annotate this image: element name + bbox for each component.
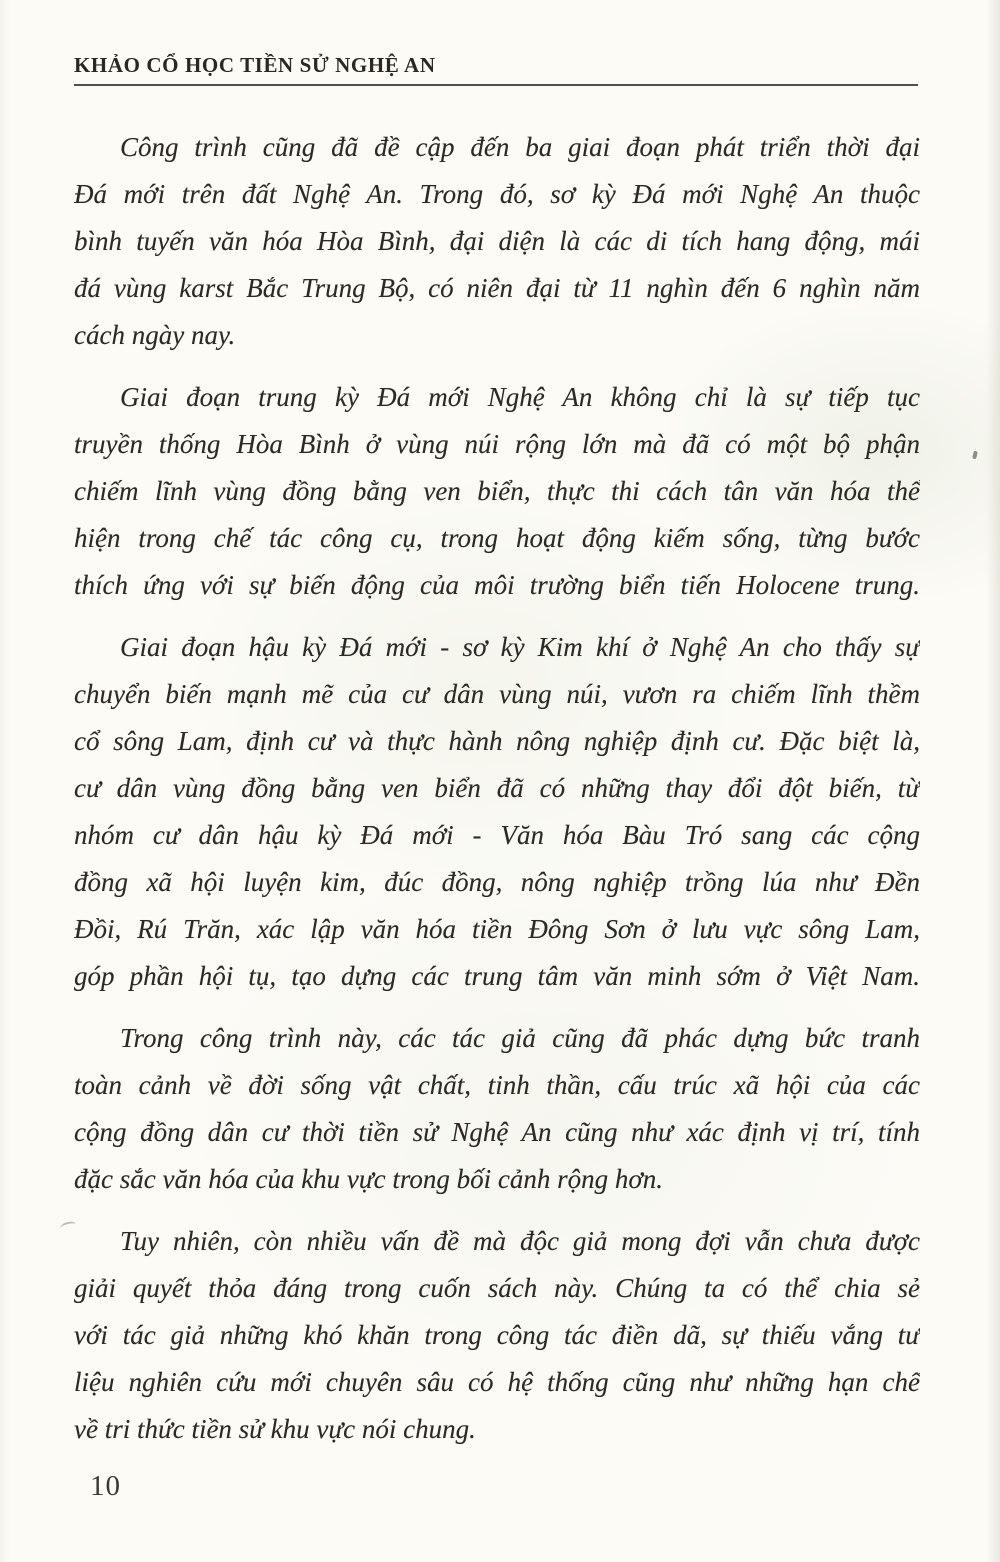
text-line: đặc sắc văn hóa của khu vực trong bối cảnh rộng hơn.: [74, 1164, 664, 1194]
text-line: liệu nghiên cứu mới chuyên sâu có hệ thống cũng như những hạn chế: [74, 1367, 920, 1397]
text-line: thích ứng với sự biến động của môi trường biển tiến Holocene trung.: [74, 570, 920, 600]
text-line: chiếm lĩnh vùng đồng bằng ven biển, thực thi cách tân văn hóa thể: [74, 476, 920, 506]
text-line: Tuy nhiên, còn nhiều vấn đề mà độc giả mong đợi vẫn chưa được: [120, 1226, 920, 1256]
paragraph: [74, 374, 920, 609]
text-line: bình tuyến văn hóa Hòa Bình, đại diện là các di tích hang động, mái: [74, 226, 920, 256]
text-line: cư dân vùng đồng bằng ven biển đã có những thay đổi đột biến, từ: [74, 773, 920, 803]
text-line: Đồi, Rú Trăn, xác lập văn hóa tiền Đông Sơn ở lưu vực sông Lam,: [74, 914, 920, 944]
text-line: Công trình cũng đã đề cập đến ba giai đoạn phát triển thời đại: [120, 132, 920, 162]
text-line: Giai đoạn trung kỳ Đá mới Nghệ An không chỉ là sự tiếp tục: [120, 382, 920, 412]
paragraph: [74, 624, 920, 1000]
running-head: KHẢO CỔ HỌC TIỀN SỬ NGHỆ AN: [74, 53, 436, 77]
text-line: đá vùng karst Bắc Trung Bộ, có niên đại từ 11 nghìn đến 6 nghìn năm: [74, 273, 920, 303]
text-line: toàn cảnh về đời sống vật chất, tinh thần, cấu trúc xã hội của các: [74, 1070, 920, 1100]
text-line: Trong công trình này, các tác giả cũng đã phác dựng bức tranh: [120, 1023, 920, 1053]
paragraph: [74, 1218, 920, 1453]
text-line: cổ sông Lam, định cư và thực hành nông nghiệp định cư. Đặc biệt là,: [74, 726, 920, 756]
text-line: cách ngày nay.: [74, 320, 236, 350]
header-rule: [74, 84, 918, 86]
paragraph: [74, 1015, 920, 1203]
scan-speck: [972, 451, 978, 460]
text-line: cộng đồng dân cư thời tiền sử Nghệ An cũng như xác định vị trí, tính: [74, 1117, 920, 1147]
text-line: Giai đoạn hậu kỳ Đá mới - sơ kỳ Kim khí ở Nghệ An cho thấy sự: [120, 632, 920, 662]
text-line: chuyển biến mạnh mẽ của cư dân vùng núi, vươn ra chiếm lĩnh thềm: [74, 679, 920, 709]
text-line: hiện trong chế tác công cụ, trong hoạt động kiếm sống, từng bước: [74, 523, 920, 553]
text-line: góp phần hội tụ, tạo dựng các trung tâm văn minh sớm ở Việt Nam.: [74, 961, 920, 991]
text-line: đồng xã hội luyện kim, đúc đồng, nông nghiệp trồng lúa như Đền: [74, 867, 920, 897]
text-line: nhóm cư dân hậu kỳ Đá mới - Văn hóa Bàu Tró sang các cộng: [74, 820, 920, 850]
text-line: truyền thống Hòa Bình ở vùng núi rộng lớn mà đã có một bộ phận: [74, 429, 920, 459]
text-line: Đá mới trên đất Nghệ An. Trong đó, sơ kỳ Đá mới Nghệ An thuộc: [74, 179, 920, 209]
text-line: về tri thức tiền sử khu vực nói chung.: [74, 1414, 476, 1444]
text-line: giải quyết thỏa đáng trong cuốn sách này. Chúng ta có thể chia sẻ: [74, 1273, 920, 1303]
page-number: 10: [90, 1470, 121, 1502]
paragraph: [74, 124, 920, 359]
body-text: [74, 124, 920, 1453]
text-line: với tác giả những khó khăn trong công tác điền dã, sự thiếu vắng tư: [74, 1320, 920, 1350]
